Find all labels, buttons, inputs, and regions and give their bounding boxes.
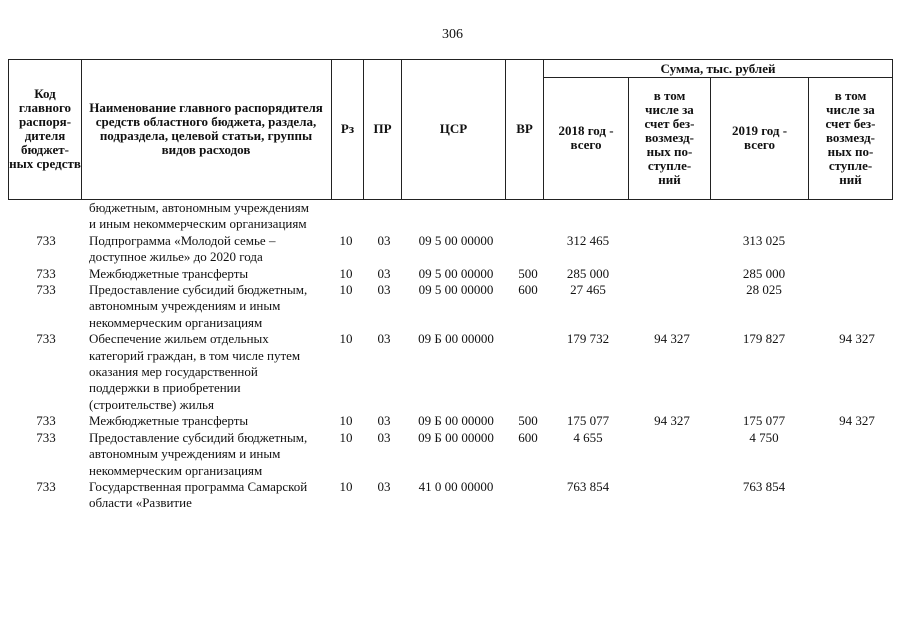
cell-csr: 09 5 00 00000 <box>418 282 494 298</box>
cell-2019-free: 94 327 <box>839 413 875 429</box>
cell-name: бюджетным, автономным учреждениям и иным некоммерческим организациям <box>89 200 309 232</box>
cell-name: Подпрограмма «Молодой семье – доступное жилье» до 2020 года <box>89 232 276 265</box>
table-row <box>0 479 905 512</box>
cell-name: Государственная программа Самарской области «Развитие <box>89 478 308 511</box>
cell-2018-total: 4 655 <box>573 429 603 445</box>
header-divider <box>892 59 893 199</box>
header-vr: ВР <box>516 121 533 136</box>
cell-name: Обеспечение жильем отдельных категорий граждан, в том числе путем оказания мер государственной поддержки в приобретении (строительстве) жилья <box>89 331 301 412</box>
cell-name: Предоставление субсидий бюджетным, автономным учреждениям и иным некоммерческим организациям <box>89 429 308 478</box>
cell-csr: 09 Б 00 00000 <box>418 331 494 347</box>
header-divider <box>81 59 82 199</box>
header-code: Код главного распоря- дителя бюджет- ных средств <box>9 86 81 171</box>
cell-2019-free: 94 327 <box>839 331 875 347</box>
header-rz: Рз <box>340 121 355 136</box>
cell-code: 733 <box>36 265 56 281</box>
table-row <box>0 282 905 331</box>
cell-rz: 10 <box>339 429 353 445</box>
table-row <box>0 413 905 429</box>
cell-vr: 500 <box>518 413 538 429</box>
table-body <box>0 200 905 512</box>
table-row <box>0 233 905 266</box>
cell-rz: 10 <box>339 232 353 248</box>
header-name: Наименование главного распорядителя средств областного бюджета, раздела, подраздела, целевой статьи, группы видов расходов <box>89 100 323 157</box>
cell-vr: 600 <box>518 282 538 298</box>
cell-2019-total: 28 025 <box>746 282 782 298</box>
cell-2019-total: 4 750 <box>749 429 779 445</box>
header-csr: ЦСР <box>439 121 468 136</box>
cell-rz: 10 <box>339 478 353 494</box>
cell-rz: 10 <box>339 265 353 281</box>
cell-2018-total: 763 854 <box>566 478 610 494</box>
cell-csr: 09 Б 00 00000 <box>418 413 494 429</box>
cell-code: 733 <box>36 282 56 298</box>
header-2019-total: 2019 год - всего <box>731 123 788 152</box>
cell-2019-total: 763 854 <box>742 478 786 494</box>
header-pr: ПР <box>373 121 392 136</box>
cell-2019-total: 313 025 <box>742 232 786 248</box>
cell-2019-total: 175 077 <box>742 413 786 429</box>
header-2019-free: в том числе за счет без- возмезд- ных по- ступле- ний <box>825 88 876 187</box>
cell-2018-total: 27 465 <box>570 282 606 298</box>
table-header <box>8 59 893 199</box>
cell-2018-free: 94 327 <box>654 413 690 429</box>
cell-pr: 03 <box>377 478 391 494</box>
cell-code: 733 <box>36 232 56 248</box>
cell-name: Межбюджетные трансферты <box>89 265 249 281</box>
cell-csr: 09 5 00 00000 <box>418 232 494 248</box>
cell-pr: 03 <box>377 265 391 281</box>
header-sum: Сумма, тыс. рублей <box>660 60 776 76</box>
header-2018-total: 2018 год - всего <box>558 123 614 152</box>
cell-csr: 09 5 00 00000 <box>418 265 494 281</box>
cell-code: 733 <box>36 478 56 494</box>
page-number: 306 <box>442 27 463 42</box>
cell-rz: 10 <box>339 331 353 347</box>
cell-code: 733 <box>36 413 56 429</box>
cell-2018-total: 179 732 <box>566 331 610 347</box>
cell-2018-total: 285 000 <box>566 265 610 281</box>
table-row <box>0 200 905 233</box>
cell-name: Предоставление субсидий бюджетным, автономным учреждениям и иным некоммерческим организациям <box>89 282 308 330</box>
cell-2018-total: 312 465 <box>566 232 610 248</box>
cell-csr: 09 Б 00 00000 <box>418 429 494 445</box>
cell-rz: 10 <box>339 413 353 429</box>
cell-code: 733 <box>36 331 56 347</box>
cell-vr: 600 <box>518 429 538 445</box>
cell-2018-total: 175 077 <box>566 413 610 429</box>
cell-pr: 03 <box>377 331 391 347</box>
header-sum-rule <box>543 77 893 78</box>
header-2018-free: в том числе за счет без- возмезд- ных по- ступле- ний <box>644 88 695 187</box>
cell-vr: 500 <box>518 265 538 281</box>
cell-code: 733 <box>36 429 56 445</box>
cell-2019-total: 285 000 <box>742 265 786 281</box>
cell-pr: 03 <box>377 282 391 298</box>
table-row <box>0 331 905 413</box>
cell-csr: 41 0 00 00000 <box>418 478 494 494</box>
cell-2018-free: 94 327 <box>654 331 690 347</box>
cell-name: Межбюджетные трансферты <box>89 413 249 429</box>
cell-rz: 10 <box>339 282 353 298</box>
cell-2019-total: 179 827 <box>742 331 786 347</box>
table-row <box>0 266 905 282</box>
cell-pr: 03 <box>377 232 391 248</box>
table-row <box>0 430 905 479</box>
cell-pr: 03 <box>377 413 391 429</box>
cell-pr: 03 <box>377 429 391 445</box>
